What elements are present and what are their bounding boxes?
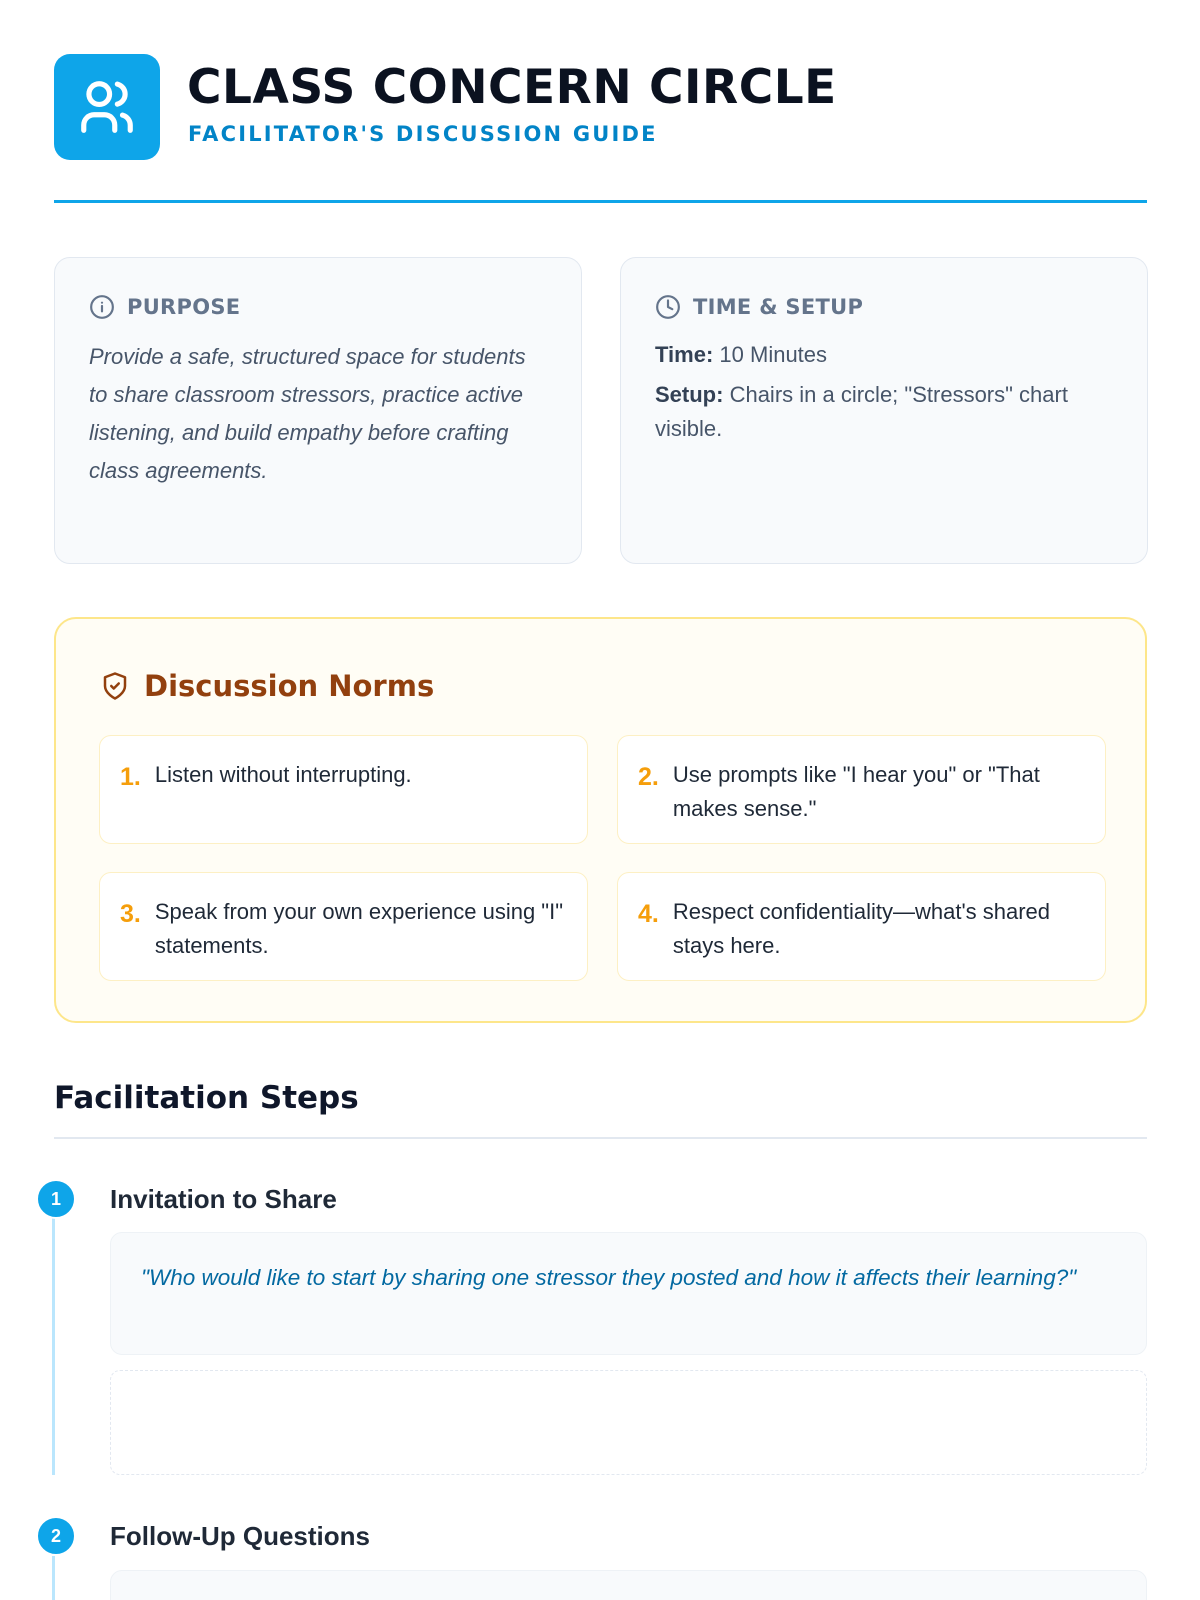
logo: [54, 54, 160, 160]
time-line: [655, 338, 1113, 372]
norm-number: 1.: [120, 763, 141, 791]
norm-number: 3.: [120, 900, 141, 928]
page-title: CLASS CONCERN CIRCLE: [187, 60, 837, 115]
header-divider: [54, 200, 1147, 203]
norm-item: [617, 735, 1106, 844]
purpose-label: PURPOSE: [127, 295, 241, 319]
step-title: Follow-Up Questions: [110, 1521, 370, 1551]
step-prompt-quote: [110, 1570, 1147, 1600]
clock-icon: [655, 294, 681, 320]
time-label: Time:: [655, 342, 714, 367]
time-setup-header: [655, 294, 1113, 320]
time-value: 10 Minutes: [719, 342, 828, 367]
steps-title: Facilitation Steps: [54, 1080, 359, 1116]
norm-text: Use prompts like "I hear you" or "That makes sense.": [672, 762, 1040, 821]
norm-item: [99, 735, 588, 844]
timeline-line: [52, 1215, 55, 1475]
norm-text: Respect confidentiality—what's shared stays here.: [672, 899, 1051, 958]
page-subtitle: FACILITATOR'S DISCUSSION GUIDE: [188, 122, 658, 146]
discussion-norms: [54, 617, 1147, 1023]
norm-item: [617, 872, 1106, 981]
time-setup-label: TIME & SETUP: [693, 295, 864, 319]
info-icon: [89, 294, 115, 320]
norm-item: [99, 872, 588, 981]
norms-header: [100, 669, 434, 703]
header: [54, 54, 1147, 204]
time-setup-card: [620, 257, 1148, 564]
step-prompt-quote: "Who would like to start by sharing one stressor they posted and how it affects their learning?": [110, 1232, 1147, 1355]
purpose-card: [54, 257, 582, 564]
step-title: Invitation to Share: [110, 1184, 337, 1214]
notes-area[interactable]: [110, 1370, 1147, 1475]
norm-text: Listen without interrupting.: [154, 762, 412, 787]
setup-value: Chairs in a circle; "Stressors" chart visible.: [655, 382, 1068, 441]
users-icon: [76, 76, 138, 138]
norm-number: 2.: [638, 763, 659, 791]
setup-label: Setup:: [655, 382, 724, 407]
norm-number: 4.: [638, 900, 659, 928]
purpose-text: Provide a safe, structured space for students to share classroom stressors, practice active listening, and build empathy before crafting class agreements.: [89, 344, 526, 483]
setup-line: [655, 378, 1113, 446]
norm-text: Speak from your own experience using "I" statements.: [154, 899, 564, 958]
timeline-line: [52, 1556, 55, 1600]
step-number-badge: 2: [36, 1516, 76, 1556]
shield-check-icon: [100, 671, 130, 701]
norms-title: Discussion Norms: [144, 669, 435, 703]
step-number-badge: 1: [36, 1179, 76, 1219]
steps-divider: [54, 1137, 1147, 1139]
purpose-header: [89, 294, 547, 320]
